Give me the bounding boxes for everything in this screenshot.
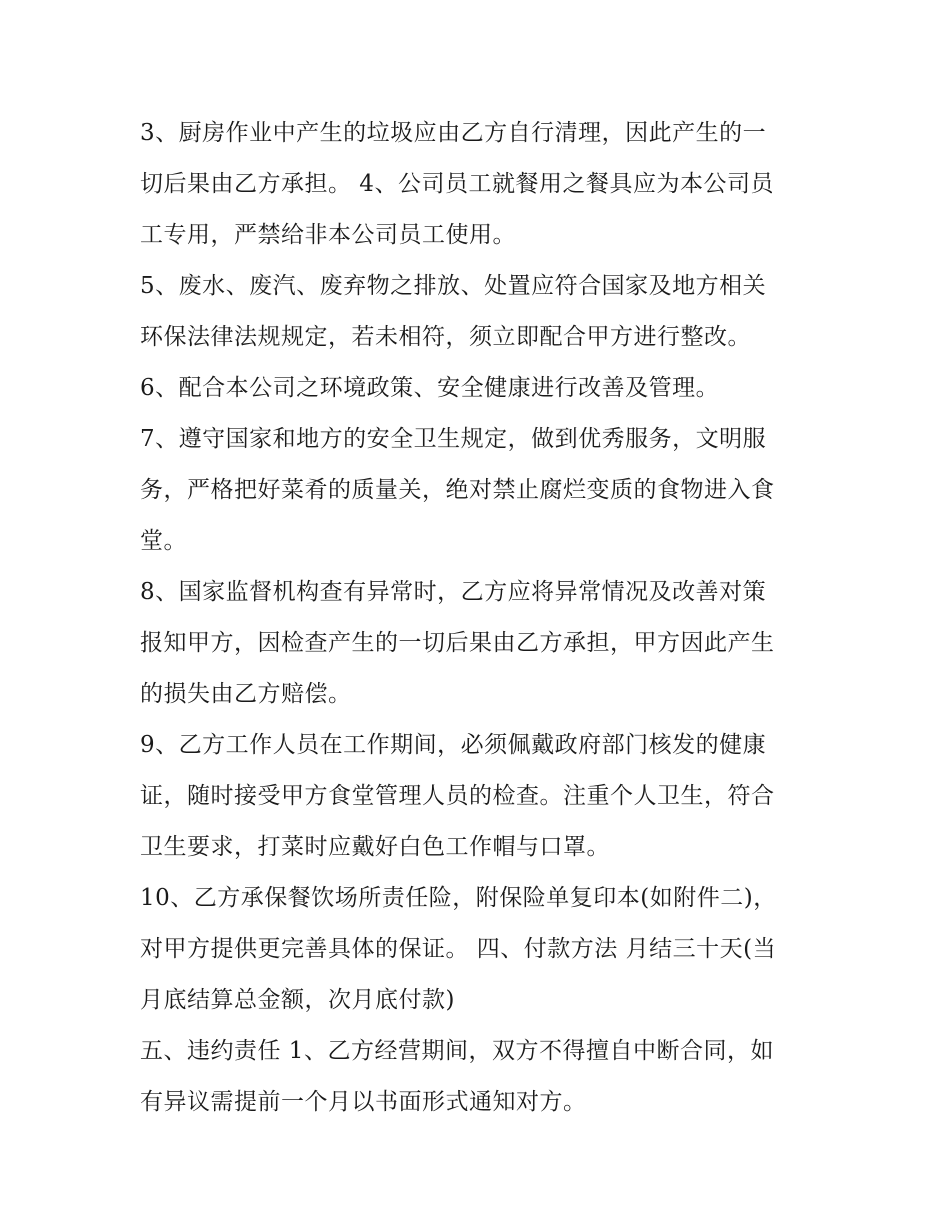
text-line: 务，严格把好菜肴的质量关，绝对禁止腐烂变质的食物进入食 bbox=[140, 477, 775, 503]
text-line: 堂。 bbox=[140, 528, 187, 554]
text-line: 切后果由乙方承担。 4、公司员工就餐用之餐具应为本公司员 bbox=[140, 171, 774, 197]
text-line: 五、违约责任 1、乙方经营期间，双方不得擅自中断合同，如 bbox=[140, 1038, 774, 1064]
text-line: 3、厨房作业中产生的垃圾应由乙方自行清理，因此产生的一 bbox=[140, 120, 767, 146]
text-line: 报知甲方，因检查产生的一切后果由乙方承担，甲方因此产生 bbox=[140, 630, 775, 656]
text-line: 的损失由乙方赔偿。 bbox=[140, 681, 352, 707]
text-line: 8、国家监督机构查有异常时，乙方应将异常情况及改善对策 bbox=[140, 579, 767, 605]
text-line: 7、遵守国家和地方的安全卫生规定，做到优秀服务，文明服 bbox=[140, 426, 767, 452]
text-line: 10、乙方承保餐饮场所责任险，附保险单复印本(如附件二)， bbox=[140, 885, 777, 911]
text-line: 证，随时接受甲方食堂管理人员的检查。注重个人卫生，符合 bbox=[140, 783, 775, 809]
text-line: 环保法律法规规定，若未相符，须立即配合甲方进行整改。 bbox=[140, 324, 751, 350]
text-line: 月底结算总金额，次月底付款) bbox=[140, 987, 455, 1013]
text-line: 工专用，严禁给非本公司员工使用。 bbox=[140, 222, 516, 248]
text-line: 卫生要求，打菜时应戴好白色工作帽与口罩。 bbox=[140, 834, 610, 860]
text-line: 对甲方提供更完善具体的保证。 四、付款方法 月结三十天(当 bbox=[140, 936, 777, 962]
document-body bbox=[140, 108, 820, 1128]
text-line: 有异议需提前一个月以书面形式通知对方。 bbox=[140, 1089, 587, 1115]
text-line: 9、乙方工作人员在工作期间，必须佩戴政府部门核发的健康 bbox=[140, 732, 767, 758]
text-line: 5、废水、废汽、废弃物之排放、处置应符合国家及地方相关 bbox=[140, 273, 767, 299]
text-line: 6、配合本公司之环境政策、安全健康进行改善及管理。 bbox=[140, 375, 720, 401]
